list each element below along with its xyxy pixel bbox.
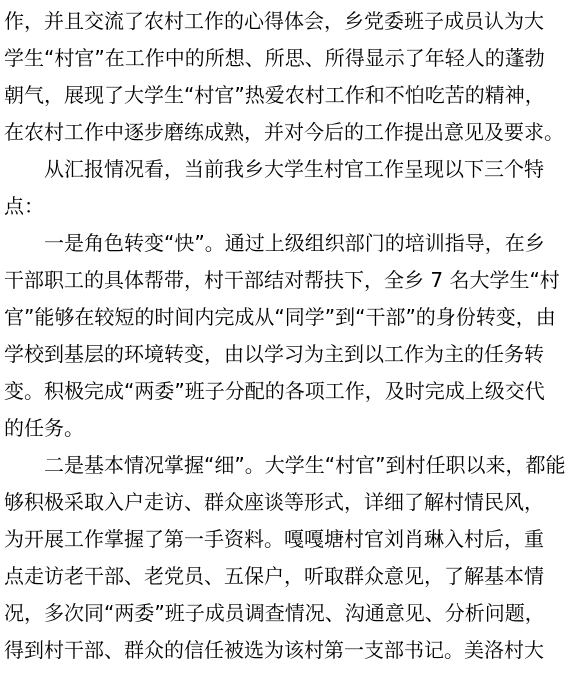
text-line: 从汇报情况看，当前我乡大学生村官工作呈现以下三个特: [4, 157, 544, 181]
text-line: 一是角色转变“快”。通过上级组织部门的培训指导，在乡: [4, 231, 545, 255]
text-line: 点走访老干部、老党员、五保户，听取群众意见，了解基本情: [4, 564, 544, 588]
text-line: 二是基本情况掌握“细”。大学生“村官”到村任职以来，都能: [4, 453, 566, 477]
text-line: 的任务。: [4, 416, 84, 440]
text-line: 作，并且交流了农村工作的心得体会，乡党委班子成员认为大: [4, 9, 544, 33]
text-line: 学生“村官”在工作中的所想、所思、所得显示了年轻人的蓬勃: [4, 46, 545, 70]
text-line: 官”能够在较短的时间内完成从“同学”到“干部”的身份转变，由: [4, 305, 556, 329]
text-line: 点：: [4, 194, 44, 218]
text-line: 学校到基层的环境转变，由以学习为主到以工作为主的任务转: [4, 342, 544, 366]
text-line: 况，多次同“两委”班子成员调查情况、沟通意见、分析问题，: [4, 601, 545, 625]
text-line: 变。积极完成“两委”班子分配的各项工作，及时完成上级交代: [4, 379, 545, 403]
text-line: 得到村干部、群众的信任被选为该村第一支部书记。美洛村大: [4, 638, 544, 662]
text-line: 够积极采取入户走访、群众座谈等形式，详细了解村情民风，: [4, 490, 544, 514]
text-line: 干部职工的具体帮带，村干部结对帮扶下，全乡 7 名大学生“村: [4, 268, 560, 292]
text-line: 为开展工作掌握了第一手资料。嘎嘎塘村官刘肖琳入村后，重: [4, 527, 544, 551]
text-line: 在农村工作中逐步磨练成熟，并对今后的工作提出意见及要求。: [4, 120, 564, 144]
text-line: 朝气，展现了大学生“村官”热爱农村工作和不怕吃苦的精神，: [4, 83, 545, 107]
